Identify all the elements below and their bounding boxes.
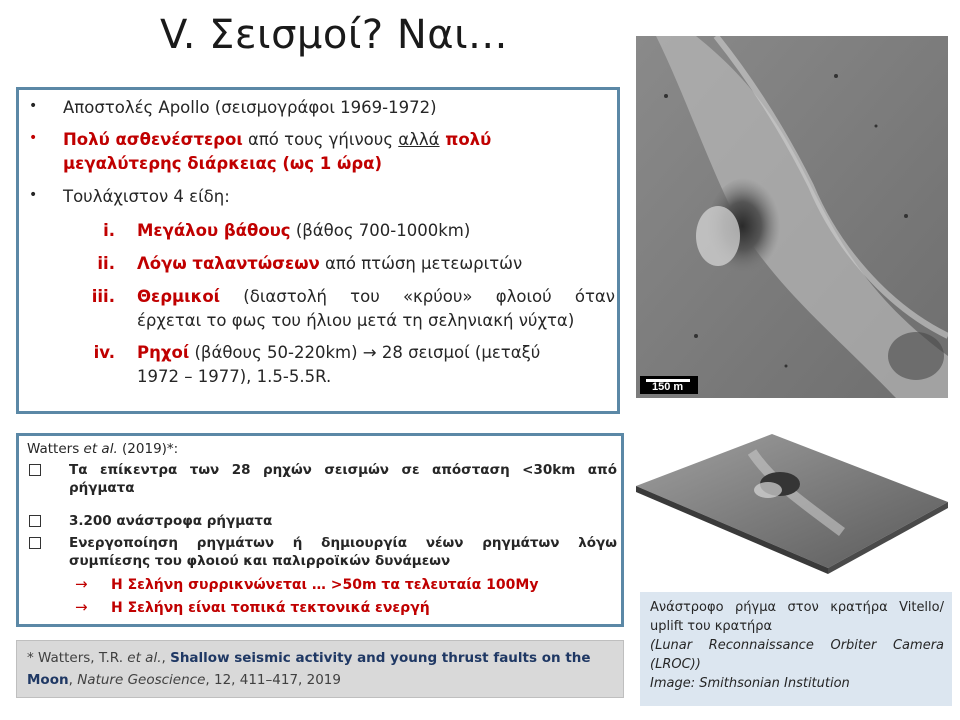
bullet-weaker: Πολύ ασθενέστεροι από τους γήινους αλλά πολύ	[63, 130, 492, 149]
lunar-surface-image	[636, 36, 948, 398]
finding-activation-line2: συμπίεσης του φλοιού και παλιρροϊκών δυνάμεων	[69, 553, 451, 569]
caption-line2: uplift του κρατήρα	[650, 619, 773, 634]
type-thermal-line2: έρχεται το φως του ήλιου μετά τη σεληνιακή νύχτα)	[137, 311, 575, 330]
arrow-right-icon: →	[75, 575, 88, 593]
checkbox-icon	[29, 515, 41, 527]
type-shallow: Ρηχοί (βάθους 50-220km) → 28 σεισμοί (μεταξύ	[137, 343, 541, 362]
bullet-icon: •	[29, 130, 38, 146]
type-oscillation: Λόγω ταλαντώσεων από πτώση μετεωριτών	[137, 254, 523, 273]
bullet-types: Τουλάχιστον 4 είδη:	[63, 187, 230, 206]
conclusion-shrinking: Η Σελήνη συρρικνώνεται … >50m τα τελευταία 100My	[111, 577, 539, 593]
reference-line2: Moon, Nature Geoscience, 12, 411–417, 2019	[27, 672, 341, 688]
type-number: i.	[103, 221, 115, 240]
finding-epicenters-line2: ρήγματα	[69, 480, 135, 496]
bullet-icon: •	[29, 187, 38, 203]
finding-activation: Ενεργοποίηση ρηγμάτων ή δημιουργία νέων ρηγμάτων λόγω	[69, 535, 617, 551]
bullet-apollo: Αποστολές Apollo (σεισμογράφοι 1969-1972)	[63, 98, 437, 117]
lunar-fault-photo	[636, 36, 948, 398]
type-thermal: Θερμικοί (διαστολή του «κρύου» φλοιού όταν	[137, 287, 615, 306]
conclusion-tectonic: Η Σελήνη είναι τοπικά τεκτονικά ενεργή	[111, 600, 430, 616]
image-caption	[640, 592, 952, 706]
checkbox-icon	[29, 464, 41, 476]
reference-line1: * Watters, T.R. et al., Shallow seismic activity and young thrust faults on the	[27, 650, 591, 666]
type-deep: Μεγάλου βάθους (βάθος 700-1000km)	[137, 221, 471, 240]
scale-bar	[640, 376, 698, 394]
findings-heading: Watters et al. (2019)*:	[27, 441, 179, 457]
type-number: ii.	[97, 254, 115, 273]
caption-line3: (Lunar Reconnaissance Orbiter Camera	[650, 638, 944, 653]
caption-line1: Ανάστροφο ρήγμα στον κρατήρα Vitello/	[650, 600, 944, 615]
watters-findings-box	[16, 433, 624, 627]
type-number: iii.	[91, 287, 115, 306]
type-number: iv.	[93, 343, 115, 362]
scale-label: 150 m	[652, 381, 684, 393]
caption-line5: Image: Smithsonian Institution	[650, 676, 850, 691]
seismic-types-box	[16, 87, 620, 414]
type-shallow-line2: 1972 – 1977), 1.5-5.5R.	[137, 367, 332, 386]
caption-line4: (LROC))	[650, 657, 701, 672]
terrain-3d-render	[632, 412, 950, 574]
finding-epicenters: Τα επίκεντρα των 28 ρηχών σεισμών σε απόσταση <30km από	[69, 462, 617, 478]
bullet-icon: •	[29, 98, 38, 114]
reference-box	[16, 640, 624, 698]
bullet-weaker-line2: μεγαλύτερης διάρκειας (ως 1 ώρα)	[63, 154, 383, 173]
arrow-right-icon: →	[75, 598, 88, 616]
finding-faults-count: 3.200 ανάστροφα ρήγματα	[69, 513, 273, 529]
checkbox-icon	[29, 537, 41, 549]
slide-title: V. Σεισμοί? Ναι...	[160, 12, 508, 58]
